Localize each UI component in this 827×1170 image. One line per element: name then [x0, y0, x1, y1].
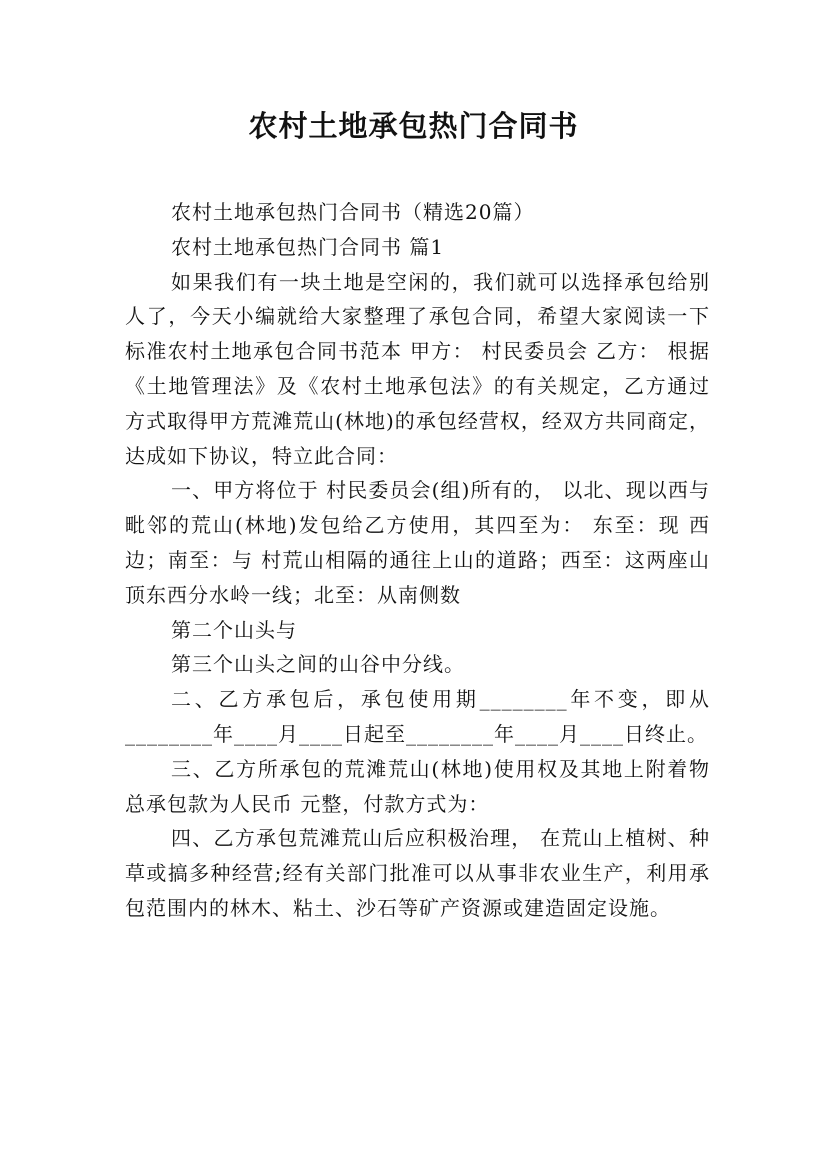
- paragraph-clause-1: 一、甲方将位于 村民委员会(组)所有的， 以北、现以西与 毗邻的荒山(林地)发包给乙方使用，其四至为： 东至：现 西边；南至：与 村荒山相隔的通往上山的道路；西至：这两座山顶东西分水岭一线；北至：从南侧数: [125, 478, 710, 607]
- paragraph-clause-4: 四、乙方承包荒滩荒山后应积极治理， 在荒山上植树、种草或搞多种经营;经有关部门批准可以从事非农业生产，利用承包范围内的林木、粘土、沙石等矿产资源或建造固定设施。: [125, 826, 710, 920]
- document-title: 农村土地承包热门合同书: [248, 109, 579, 143]
- paragraph-clause-2: 二、乙方承包后，承包使用期________年不变，即从________年____月____日起至________年____月____日终止。: [125, 687, 710, 746]
- paragraph-clause-1-cont-a: 第二个山头与: [171, 617, 297, 642]
- paragraph-intro: 如果我们有一块土地是空闲的，我们就可以选择承包给别人了，今天小编就给大家整理了承包合同，希望大家阅读一下 标准农村土地承包合同书范本 甲方： 村民委员会 乙方： 根据《土地管理法》及《农村土地承包法》的有关规定，乙方通过 方式取得甲方荒滩荒山(林地)的承包经营权，经双方共同商定，达成如下协议，特立此合同：: [125, 269, 710, 468]
- paragraph-section-heading: 农村土地承包热门合同书 篇1: [171, 234, 445, 259]
- document-body: [125, 195, 710, 926]
- paragraph-clause-1-cont-b: 第三个山头之间的山谷中分线。: [171, 652, 465, 677]
- paragraph-clause-3: 三、乙方所承包的荒滩荒山(林地)使用权及其地上附着物总承包款为人民币 元整，付款方式为：: [125, 756, 710, 816]
- paragraph-subtitle: 农村土地承包热门合同书（精选20篇）: [171, 200, 535, 224]
